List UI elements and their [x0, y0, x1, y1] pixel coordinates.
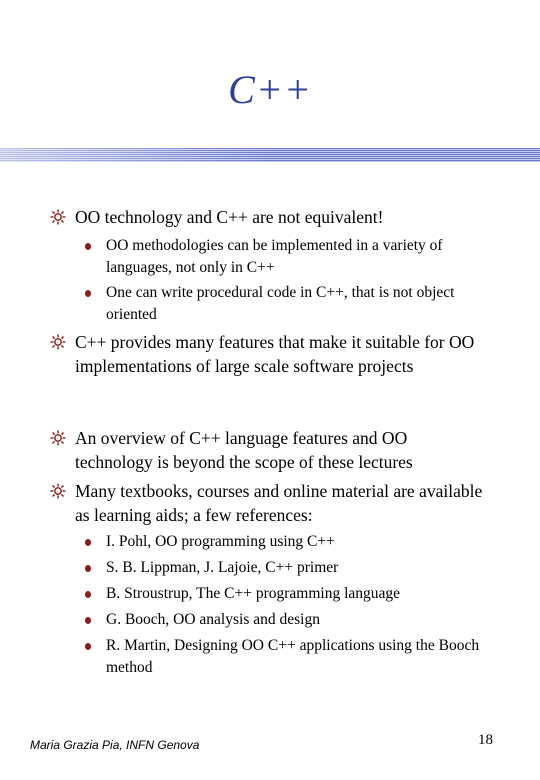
dot-icon: [85, 591, 91, 598]
dot-icon: [85, 290, 91, 297]
page-number: 18: [478, 732, 493, 748]
bullet-text: Many textbooks, courses and online material are available as learning aids; a few references:: [75, 481, 483, 525]
dot-icon: [85, 643, 91, 650]
sub-bullet-text: G. Booch, OO analysis and design: [106, 611, 320, 628]
sun-icon: [50, 430, 66, 446]
sun-icon: [50, 483, 66, 499]
sun-icon: [50, 209, 66, 225]
bullet-text: OO technology and C++ are not equivalent!: [75, 207, 384, 227]
dot-icon: [85, 243, 91, 250]
footer-author: Maria Grazia Pia, INFN Genova: [30, 738, 200, 752]
sub-bullet-text: OO methodologies can be implemented in a variety of languages, not only in C++: [106, 237, 443, 276]
dot-icon: [85, 539, 91, 546]
dot-icon: [85, 617, 91, 624]
sub-bullet-text: One can write procedural code in C++, that is not object oriented: [106, 284, 455, 323]
dot-icon: [85, 565, 91, 572]
bullet-text: C++ provides many features that make it suitable for OO implementations of large scale software projects: [75, 332, 475, 376]
bullet-text: An overview of C++ language features and OO technology is beyond the scope of these lectures: [75, 428, 413, 472]
sun-icon: [50, 334, 66, 350]
sub-bullet-text: I. Pohl, OO programming using C++: [106, 533, 335, 550]
sub-bullet-text: B. Stroustrup, The C++ programming language: [106, 585, 401, 602]
sub-bullet-text: R. Martin, Designing OO C++ applications using the Booch method: [106, 637, 480, 676]
slide-title: C++: [228, 67, 312, 112]
title-divider-fade: [0, 148, 270, 162]
sub-bullet-text: S. B. Lippman, J. Lajoie, C++ primer: [106, 559, 339, 576]
